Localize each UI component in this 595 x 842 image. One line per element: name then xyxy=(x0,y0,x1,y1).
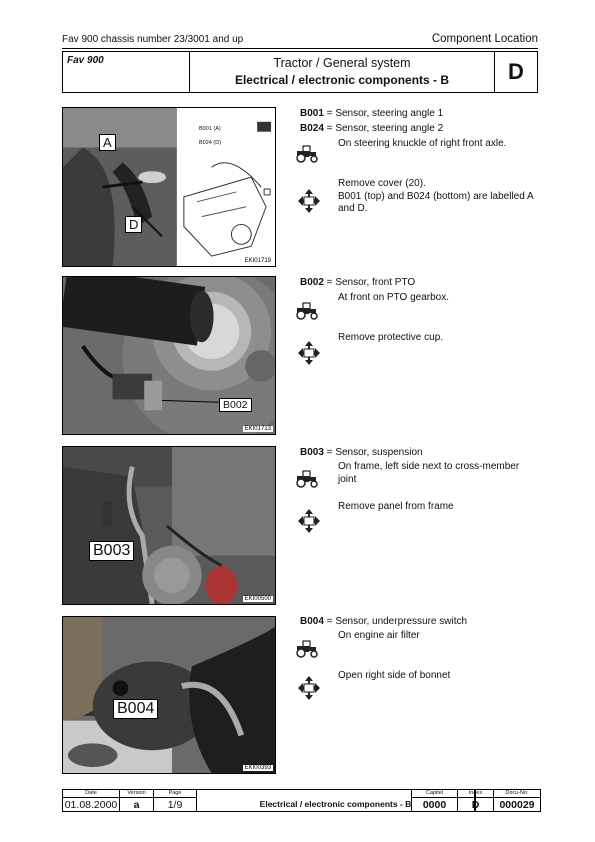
move-arrows-icon xyxy=(296,188,322,214)
action-text: Remove panel from frame xyxy=(338,501,454,512)
photo-id: EKI00500 xyxy=(244,596,271,602)
footer-title: Electrical / electronic components - B xyxy=(197,790,475,811)
action-text: Remove cover (20). B001 (top) and B024 (bottom) are labelled A and D. xyxy=(338,178,534,214)
action-text: Open right side of bonnet xyxy=(338,670,451,681)
component-description: Sensor, steering angle 2 xyxy=(335,123,444,134)
header-rule xyxy=(62,48,538,49)
document-category: Component Location xyxy=(431,33,538,45)
location-text: On steering knuckle of right front axle. xyxy=(338,138,507,149)
document-reference: Fav 900 chassis number 23/3001 and up xyxy=(62,34,244,45)
callout-b003: B003 xyxy=(89,541,134,561)
move-arrows-icon xyxy=(296,340,322,366)
photo-id: EKI01719 xyxy=(244,258,271,264)
title-line-2: Electrical / electronic components - B xyxy=(234,73,450,87)
callout-b002: B002 xyxy=(219,398,252,412)
component-description: Sensor, suspension xyxy=(335,447,423,458)
footer-docu-no: Docu-No. 000029 xyxy=(494,790,540,811)
callout-d: D xyxy=(125,216,142,233)
photo-front-pto xyxy=(62,276,276,435)
title-line-1: Tractor / General system xyxy=(273,56,411,70)
photo-id: EKI01713 xyxy=(244,426,271,432)
title-block xyxy=(190,52,495,92)
model-name: Fav 900 xyxy=(63,52,190,92)
footer-table xyxy=(62,789,541,812)
move-arrows-icon xyxy=(296,675,322,701)
component-code: B003 xyxy=(300,447,324,458)
action-text: Remove protective cup. xyxy=(338,332,444,343)
location-text: At front on PTO gearbox. xyxy=(338,292,449,303)
move-arrows-icon xyxy=(296,508,322,534)
tractor-icon xyxy=(294,470,320,488)
component-line-b002: B002 = Sensor, front PTO xyxy=(300,277,416,288)
inset-label-b024: B024 (D) xyxy=(199,140,222,146)
component-code: B002 xyxy=(300,277,324,288)
footer-version: Version a xyxy=(120,790,154,811)
photo-air-filter xyxy=(62,616,276,774)
component-code: B024 xyxy=(300,123,324,134)
photo-suspension-image xyxy=(63,447,275,604)
chapter-letter: D xyxy=(508,59,524,84)
inset-label-b001: B001 (A) xyxy=(199,126,221,132)
photo-steering-sensors xyxy=(62,107,276,267)
component-description: Sensor, steering angle 1 xyxy=(335,108,444,119)
location-text: On engine air filter xyxy=(338,630,420,641)
title-box xyxy=(62,51,538,93)
footer-index: Index D xyxy=(458,790,494,811)
footer-capitel: Capitel 0000 xyxy=(411,790,458,811)
component-line-b004: B004 = Sensor, underpressure switch xyxy=(300,616,468,627)
footer-page: Page 1/9 xyxy=(154,790,197,811)
footer-date: Date 01.08.2000 xyxy=(63,790,120,811)
component-line-b003: B003 = Sensor, suspension xyxy=(300,447,423,458)
photo-air-filter-image xyxy=(63,617,275,773)
tractor-icon xyxy=(294,640,320,658)
component-code: B001 xyxy=(300,108,324,119)
component-line-b024: B024 = Sensor, steering angle 2 xyxy=(300,123,444,134)
component-code: B004 xyxy=(300,616,324,627)
photo-suspension xyxy=(62,446,276,605)
photo-id: EKI00393 xyxy=(244,765,271,771)
component-description: Sensor, front PTO xyxy=(335,277,416,288)
location-text: On frame, left side next to cross-member joint xyxy=(338,461,520,485)
tractor-icon xyxy=(294,145,320,163)
callout-b004: B004 xyxy=(113,699,158,719)
tractor-icon xyxy=(294,302,320,320)
callout-a: A xyxy=(99,134,116,151)
component-line-b001: B001 = Sensor, steering angle 1 xyxy=(300,108,444,119)
photo-steering-sensors-image xyxy=(63,108,275,266)
component-description: Sensor, underpressure switch xyxy=(335,616,468,627)
